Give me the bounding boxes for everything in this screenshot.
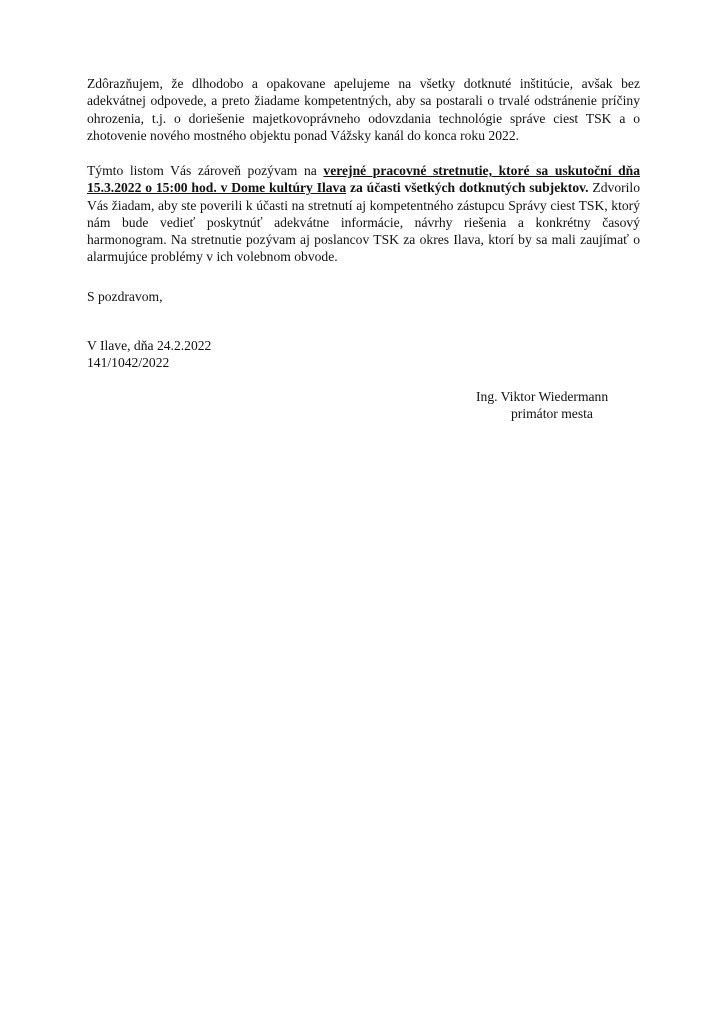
place-date: V Ilave, dňa 24.2.2022 xyxy=(87,338,212,353)
meeting-participants: za účasti všetkých dotknutých subjektov. xyxy=(346,180,589,196)
invitation-request: Zdvorilo Vás žiadam, aby ste poverili k účasti na stretnutí aj kompetentného zástupcu Správy ciest TSK, ktorý nám bude vedieť poskytnúť adekvátne informácie, návrhy riešenia a konkrétny časový harmonogram. Na stretnutie pozývam aj poslancov TSK za okres Ilava, ktorí by sa mali zaujímať o alarmujúce problémy v ich volebnom obvode. xyxy=(87,180,640,265)
paragraph-appeal: Zdôrazňujem, že dlhodobo a opakovane apelujeme na všetky dotknuté inštitúcie, avšak bez adekvátnej odpovede, a preto žiadame kompetentných, aby sa postarali o trvalé odstránenie príčiny ohrozenia, t.j. o doriešenie majetkovoprávneho odovzdania technológie správe ciest TSK a o zhotovenie nového mostného objektu ponad Vážsky kanál do konca roku 2022. xyxy=(87,76,640,143)
paragraph-invitation xyxy=(87,162,640,266)
meeting-details: verejné pracovné stretnutie, ktoré sa uskutoční dňa 15.3.2022 o 15:00 hod. v Dome kultúry Ilava xyxy=(87,163,640,196)
signatory-title: primátor mesta xyxy=(511,406,593,421)
signatory-name: Ing. Viktor Wiedermann xyxy=(476,389,609,404)
place-date-block xyxy=(87,337,211,372)
invitation-intro: Týmto listom Vás zároveň pozývam na xyxy=(87,163,324,178)
closing-greeting: S pozdravom, xyxy=(87,289,163,304)
reference-number: 141/1042/2022 xyxy=(87,355,170,371)
